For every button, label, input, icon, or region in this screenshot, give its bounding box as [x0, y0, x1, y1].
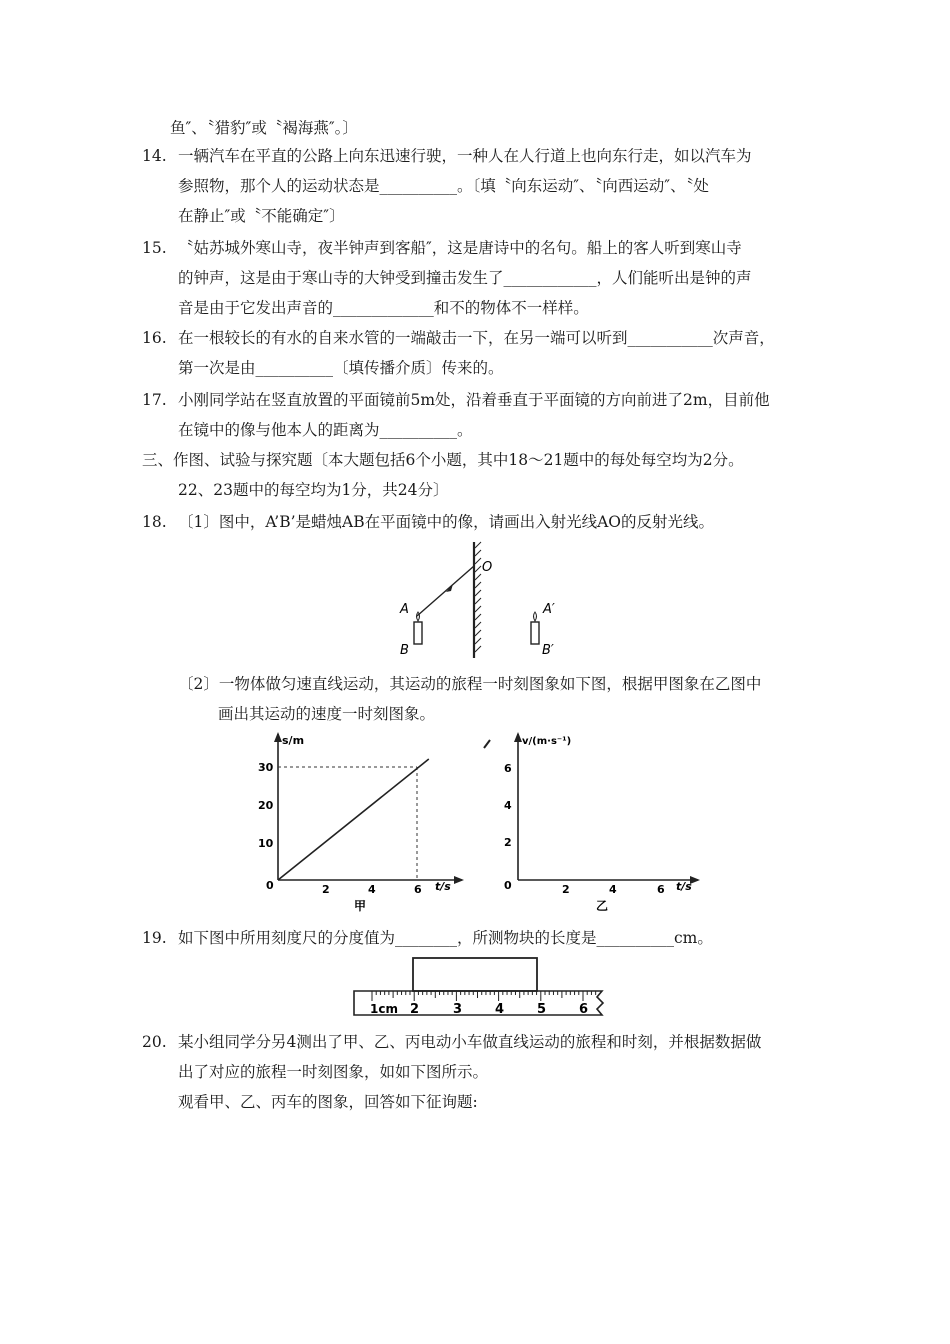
- q18-part2-line1: 〔2〕一物体做匀速直线运动，其运动的旅程一时刻图象如下图，根据甲图象在乙图中: [178, 675, 762, 693]
- origin-label: 0: [504, 879, 512, 892]
- chart-v-t: [482, 730, 712, 912]
- section3-heading-cont: 22、23题中的每空均为1分，共24分〕: [178, 481, 449, 499]
- q15-line2: 的钟声，这是由于寒山寺的大钟受到撞击发生了____________，人们能听出是钟的声: [178, 269, 752, 287]
- q19-line1: 如下图中所用刻度尺的分度值为________，所测物块的长度是__________cm。: [178, 929, 713, 947]
- ray-arrow: [446, 584, 453, 592]
- ruler-ticks: [372, 991, 596, 1001]
- y-axis-label: v/(m·s⁻¹): [522, 736, 572, 747]
- label-A-image: A′: [543, 602, 555, 617]
- q16-line1: 在一根较长的有水的自来水管的一端敲击一下，在另一端可以听到___________次声音，: [178, 329, 775, 347]
- candle-image: [531, 622, 539, 644]
- x-tick-2: 2: [562, 883, 570, 896]
- section3-heading: 三、作图、试验与探究题〔本大题包括6个小题，其中18～21题中的每处每空均为2分。: [142, 451, 744, 469]
- q20-line3: 观看甲、乙、丙车的图象，回答如下征询题:: [178, 1093, 478, 1111]
- label-B-image: B′: [542, 643, 554, 658]
- y-tick-4: 4: [504, 799, 512, 812]
- q15-number: 15.: [142, 239, 167, 257]
- x-axis-arrow: [454, 876, 464, 884]
- q16-number: 16.: [142, 329, 167, 347]
- q18-part2-line2: 画出其运动的速度一时刻图象。: [218, 705, 436, 723]
- q14-line3: 在静止″或〝不能确定″〕: [178, 207, 345, 225]
- candle-image-flame: [534, 612, 537, 621]
- origin-label: 0: [266, 879, 274, 892]
- chart-s-t: [250, 730, 480, 912]
- q17-line1: 小刚同学站在竖直放置的平面镜前5m处，沿着垂直于平面镜的方向前进了2m，目前他: [178, 391, 770, 409]
- incident-ray-AO: [417, 566, 474, 616]
- q18-part1: 〔1〕图中，A’B’是蜡烛AB在平面镜中的像，请画出入射光线AO的反射光线。: [178, 513, 715, 531]
- y-axis-arrow: [274, 732, 282, 742]
- q17-line2: 在镜中的像与他本人的距离为__________。: [178, 421, 473, 439]
- mirror-figure: [390, 538, 570, 663]
- chart-title-yi: 乙: [596, 899, 609, 912]
- label-O: O: [482, 560, 493, 575]
- q14-line2: 参照物，那个人的运动状态是__________。〔填〝向东运动″、〝向西运动″、〝处: [178, 177, 709, 195]
- y-tick-10: 10: [258, 837, 274, 850]
- q16-line2: 第一次是由__________〔填传播介质〕传来的。: [178, 359, 504, 377]
- mirror-hatching: [475, 542, 481, 652]
- x-tick-6: 6: [657, 883, 665, 896]
- x-axis-label: t/s: [676, 880, 692, 893]
- q14-line1: 一辆汽车在平直的公路上向东迅速行驶，一种人在人行道上也向东行走，如以汽车为: [178, 147, 752, 165]
- y-tick-30: 30: [258, 761, 274, 774]
- q17-number: 17.: [142, 391, 167, 409]
- ruler-unit-label: 1cm: [370, 1002, 398, 1016]
- q20-number: 20.: [142, 1033, 167, 1051]
- x-tick-4: 4: [368, 883, 376, 896]
- q20-line2: 出了对应的旅程一时刻图象，如如下图所示。: [178, 1063, 489, 1081]
- q20-line1: 某小组同学分另4测出了甲、乙、丙电动小车做直线运动的旅程和时刻，并根据数据做: [178, 1033, 762, 1051]
- chart-title-jia: 甲: [354, 899, 367, 912]
- q13-tail: 鱼″、〝猎豹″或〝褐海燕″。〕: [170, 119, 358, 137]
- q18-number: 18.: [142, 513, 167, 531]
- y-tick-6: 6: [504, 762, 512, 775]
- x-axis-label: t/s: [435, 880, 451, 893]
- y-axis-arrow: [514, 732, 522, 742]
- x-tick-2: 2: [322, 883, 330, 896]
- measured-block: [413, 958, 537, 991]
- ruler-label-2: 2: [410, 1002, 420, 1017]
- q15-line1: 〝姑苏城外寒山寺，夜半钟声到客船″，这是唐诗中的名句。船上的客人听到寒山寺: [178, 239, 742, 257]
- candle-AB: [414, 622, 422, 644]
- ruler-label-6: 6: [579, 1002, 589, 1017]
- q19-number: 19.: [142, 929, 167, 947]
- y-tick-20: 20: [258, 799, 274, 812]
- ruler-label-4: 4: [495, 1002, 505, 1017]
- ruler-label-3: 3: [453, 1002, 463, 1017]
- x-tick-4: 4: [609, 883, 617, 896]
- y-axis-label: s/m: [282, 734, 305, 747]
- q15-line3: 音是由于它发出声音的_____________和不的物体不一样样。: [178, 299, 589, 317]
- ruler-label-5: 5: [537, 1002, 547, 1017]
- stray-mark: [484, 740, 490, 748]
- y-tick-2: 2: [504, 836, 512, 849]
- q14-number: 14.: [142, 147, 167, 165]
- label-B: B: [400, 643, 409, 658]
- ruler-figure: [350, 955, 615, 1023]
- x-tick-6: 6: [414, 883, 422, 896]
- label-A: A: [400, 602, 409, 617]
- series-line-s-t: [278, 759, 429, 880]
- candle-flame: [417, 612, 420, 621]
